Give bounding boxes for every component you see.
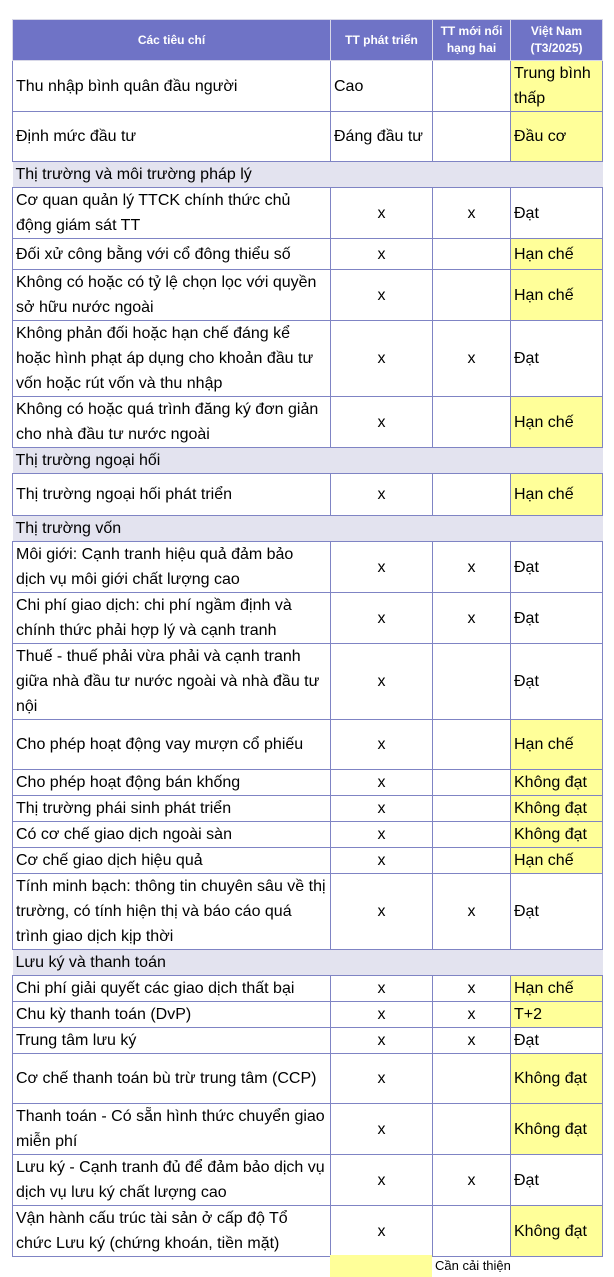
vietnam-status-cell: Hạn chế [511, 474, 603, 516]
vietnam-status-cell: Không đạt [511, 822, 603, 848]
emerging-cell [433, 1206, 511, 1257]
table-row [13, 720, 603, 770]
emerging-cell [433, 270, 511, 321]
vietnam-status-cell: Đạt [511, 321, 603, 397]
emerging-cell: x [433, 188, 511, 239]
criteria-cell: Có cơ chế giao dịch ngoài sàn [13, 822, 331, 848]
criteria-cell: Trung tâm lưu ký [13, 1028, 331, 1054]
vietnam-status-cell: Hạn chế [511, 239, 603, 270]
table-row [13, 1206, 603, 1257]
section-label: Thị trường vốn [13, 516, 603, 542]
emerging-cell [433, 239, 511, 270]
table-row [13, 822, 603, 848]
developed-cell: x [331, 239, 433, 270]
emerging-cell [433, 822, 511, 848]
criteria-cell: Thị trường ngoại hối phát triển [13, 474, 331, 516]
criteria-cell: Môi giới: Cạnh tranh hiệu quả đảm bảo dịch vụ môi giới chất lượng cao [13, 542, 331, 593]
table-row [13, 474, 603, 516]
criteria-cell: Thanh toán - Có sẵn hình thức chuyển giao miễn phí [13, 1104, 331, 1155]
vietnam-status-cell: Đạt [511, 1028, 603, 1054]
vietnam-status-cell: Không đạt [511, 1054, 603, 1104]
emerging-cell [433, 644, 511, 720]
emerging-cell [433, 720, 511, 770]
developed-cell: x [331, 822, 433, 848]
developed-cell: x [331, 874, 433, 950]
vietnam-status-cell: Hạn chế [511, 397, 603, 448]
developed-cell: x [331, 1028, 433, 1054]
emerging-cell: x [433, 542, 511, 593]
emerging-cell [433, 474, 511, 516]
vietnam-status-cell: Không đạt [511, 1104, 603, 1155]
developed-cell: x [331, 848, 433, 874]
emerging-cell: x [433, 874, 511, 950]
table-row [13, 270, 603, 321]
section-row [13, 950, 603, 976]
developed-cell: x [331, 1054, 433, 1104]
vietnam-status-cell: Đạt [511, 188, 603, 239]
table-row [13, 112, 603, 162]
criteria-table [12, 19, 603, 1257]
developed-cell: x [331, 1155, 433, 1206]
developed-cell: x [331, 976, 433, 1002]
table-row [13, 1104, 603, 1155]
criteria-cell: Thị trường phái sinh phát triển [13, 796, 331, 822]
developed-cell: x [331, 1206, 433, 1257]
emerging-cell [433, 397, 511, 448]
vietnam-status-cell: Đầu cơ [511, 112, 603, 162]
developed-cell: x [331, 270, 433, 321]
criteria-cell: Thuế - thuế phải vừa phải và cạnh tranh giữa nhà đầu tư nước ngoài và nhà đầu tư nội [13, 644, 331, 720]
vietnam-status-cell: Đạt [511, 542, 603, 593]
criteria-cell: Không có hoặc quá trình đăng ký đơn giản cho nhà đầu tư nước ngoài [13, 397, 331, 448]
vietnam-status-cell: Trung bình thấp [511, 61, 603, 112]
emerging-cell [433, 770, 511, 796]
emerging-cell: x [433, 593, 511, 644]
table-row [13, 61, 603, 112]
criteria-cell: Vận hành cấu trúc tài sản ở cấp độ Tổ chức Lưu ký (chứng khoán, tiền mặt) [13, 1206, 331, 1257]
table-row [13, 976, 603, 1002]
emerging-cell: x [433, 1155, 511, 1206]
developed-cell: x [331, 593, 433, 644]
developed-cell: x [331, 321, 433, 397]
vietnam-status-cell: T+2 [511, 1002, 603, 1028]
emerging-cell: x [433, 321, 511, 397]
developed-cell: x [331, 542, 433, 593]
emerging-cell [433, 1104, 511, 1155]
developed-cell: x [331, 1104, 433, 1155]
table-row [13, 796, 603, 822]
criteria-cell: Tính minh bạch: thông tin chuyên sâu về thị trường, có tính hiện thị và báo cáo quá trình giao dịch kịp thời [13, 874, 331, 950]
criteria-cell: Cơ chế thanh toán bù trừ trung tâm (CCP) [13, 1054, 331, 1104]
emerging-cell: x [433, 976, 511, 1002]
vietnam-status-cell: Đạt [511, 593, 603, 644]
vietnam-status-cell: Hạn chế [511, 848, 603, 874]
criteria-cell: Không phản đối hoặc hạn chế đáng kể hoặc hình phạt áp dụng cho khoản đầu tư vốn hoặc rút vốn và thu nhập [13, 321, 331, 397]
emerging-cell [433, 1054, 511, 1104]
table-row [13, 1054, 603, 1104]
developed-cell: Cao [331, 61, 433, 112]
table-row [13, 188, 603, 239]
developed-cell: x [331, 644, 433, 720]
vietnam-status-cell: Hạn chế [511, 976, 603, 1002]
emerging-cell: x [433, 1028, 511, 1054]
criteria-cell: Định mức đầu tư [13, 112, 331, 162]
section-row [13, 448, 603, 474]
section-row [13, 516, 603, 542]
emerging-cell [433, 796, 511, 822]
criteria-cell: Thu nhập bình quân đầu người [13, 61, 331, 112]
developed-cell: x [331, 796, 433, 822]
criteria-cell: Cho phép hoạt động bán khống [13, 770, 331, 796]
emerging-cell: x [433, 1002, 511, 1028]
developed-cell: x [331, 720, 433, 770]
table-row [13, 593, 603, 644]
criteria-cell: Cơ chế giao dịch hiệu quả [13, 848, 331, 874]
vietnam-status-cell: Hạn chế [511, 720, 603, 770]
developed-cell: x [331, 770, 433, 796]
vietnam-status-cell: Đạt [511, 874, 603, 950]
criteria-cell: Lưu ký - Cạnh tranh đủ để đảm bảo dịch vụ dịch vụ lưu ký chất lượng cao [13, 1155, 331, 1206]
vietnam-status-cell: Không đạt [511, 1206, 603, 1257]
header-emerging: TT mới nổi hạng hai [433, 20, 511, 61]
table-row [13, 397, 603, 448]
table-row [13, 770, 603, 796]
criteria-cell: Đối xử công bằng với cổ đông thiểu số [13, 239, 331, 270]
developed-cell: Đáng đầu tư [331, 112, 433, 162]
table-row [13, 644, 603, 720]
vietnam-status-cell: Hạn chế [511, 270, 603, 321]
section-label: Thị trường ngoại hối [13, 448, 603, 474]
table-header-row [13, 20, 603, 61]
criteria-cell: Cho phép hoạt động vay mượn cổ phiếu [13, 720, 331, 770]
legend-swatch [330, 1255, 432, 1277]
table-row [13, 1028, 603, 1054]
table-row [13, 239, 603, 270]
developed-cell: x [331, 188, 433, 239]
section-label: Lưu ký và thanh toán [13, 950, 603, 976]
emerging-cell [433, 848, 511, 874]
table-row [13, 848, 603, 874]
vietnam-status-cell: Đạt [511, 1155, 603, 1206]
developed-cell: x [331, 397, 433, 448]
criteria-cell: Chu kỳ thanh toán (DvP) [13, 1002, 331, 1028]
developed-cell: x [331, 474, 433, 516]
header-vietnam: Việt Nam (T3/2025) [511, 20, 603, 61]
legend-label: Cần cải thiện [435, 1258, 511, 1273]
criteria-cell: Không có hoặc có tỷ lệ chọn lọc với quyền sở hữu nước ngoài [13, 270, 331, 321]
emerging-cell [433, 61, 511, 112]
vietnam-status-cell: Không đạt [511, 770, 603, 796]
developed-cell: x [331, 1002, 433, 1028]
table-row [13, 1002, 603, 1028]
emerging-cell [433, 112, 511, 162]
table-row [13, 321, 603, 397]
section-row [13, 162, 603, 188]
header-developed: TT phát triển [331, 20, 433, 61]
vietnam-status-cell: Đạt [511, 644, 603, 720]
header-criteria: Các tiêu chí [13, 20, 331, 61]
table-row [13, 1155, 603, 1206]
criteria-cell: Cơ quan quản lý TTCK chính thức chủ động giám sát TT [13, 188, 331, 239]
criteria-cell: Chi phí giao dịch: chi phí ngầm định và chính thức phải hợp lý và cạnh tranh [13, 593, 331, 644]
table-body [13, 61, 603, 1257]
vietnam-status-cell: Không đạt [511, 796, 603, 822]
table-row [13, 874, 603, 950]
section-label: Thị trường và môi trường pháp lý [13, 162, 603, 188]
criteria-cell: Chi phí giải quyết các giao dịch thất bại [13, 976, 331, 1002]
table-row [13, 542, 603, 593]
